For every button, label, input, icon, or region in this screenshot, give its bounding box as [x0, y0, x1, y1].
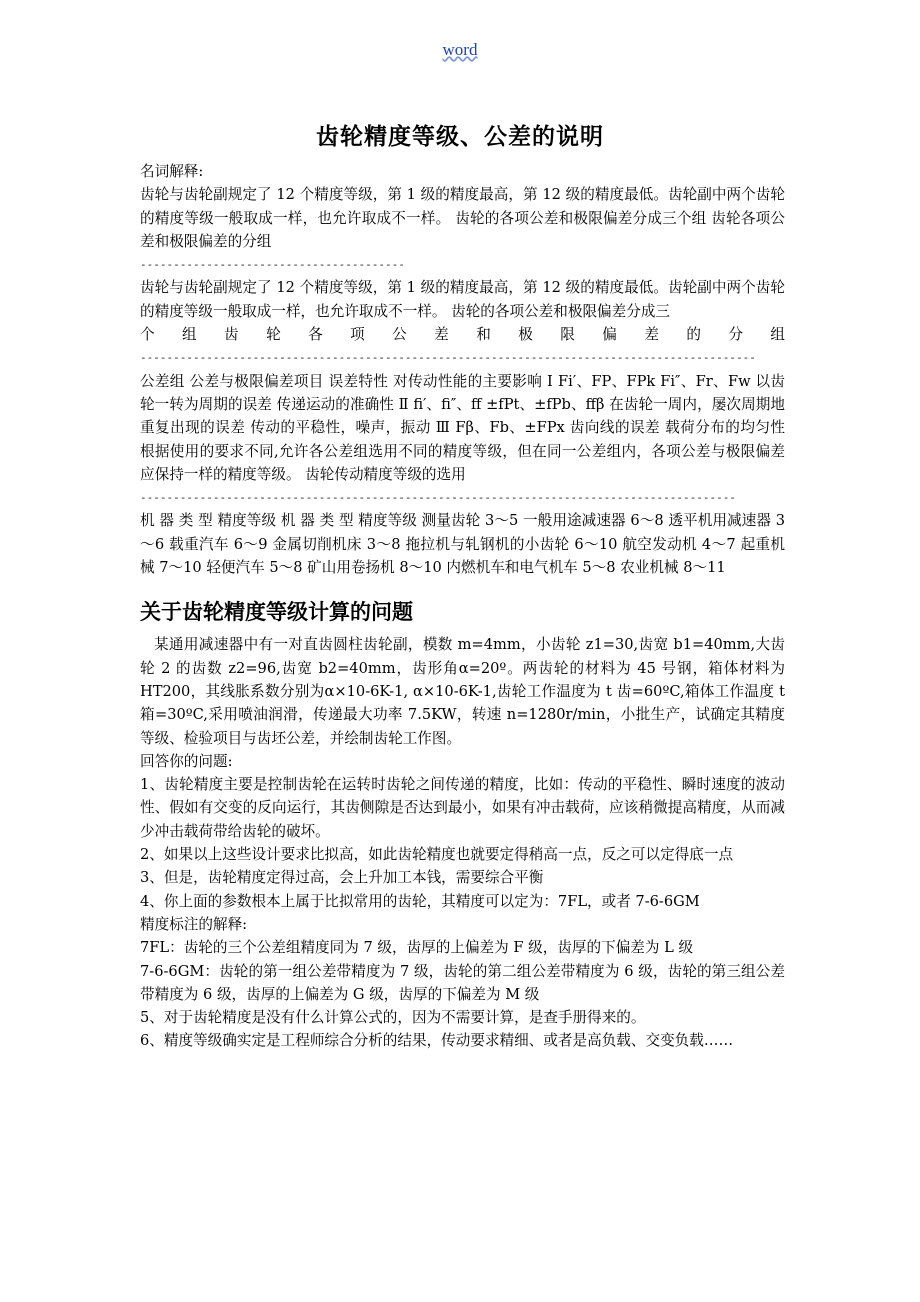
document-title: 齿轮精度等级、公差的说明	[316, 123, 604, 150]
paragraph-tolerance-groups: 公差组 公差与极限偏差项目 误差特性 对传动性能的主要影响 Ⅰ Fi′、FP、FPk Fi″、Fr、Fw 以齿轮一转为周期的误差 传递运动的准确性 Ⅱ fi′、fi″、ff ±fPt、±fPb、ffβ 在齿轮一周内，屡次周期地重复出现的误差 传动的平稳性，噪声，振动 Ⅲ Fβ、Fb、±FPx 齿向线的误差 载荷分布的均匀性 根据使用的要求不同,允许各公差组选用不同的精度等级，但在同一公差组内，各项公差与极限偏差应保持一样的精度等级。 齿轮传动精度等级的选用	[140, 372, 785, 483]
paragraph-precision-grades: 齿轮与齿轮副规定了 12 个精度等级，第 1 级的精度最高，第 12 级的精度最低。齿轮副中两个齿轮的精度等级一般取成一样，也允许取成不一样。 齿轮的各项公差和极限偏差分成三个组 齿轮各项公差和极限偏差的分组	[140, 186, 785, 250]
answer-item: 7FL：齿轮的三个公差组精度同为 7 级，齿厚的上偏差为 F 级，齿厚的下偏差为 L 级	[140, 939, 694, 957]
divider-line: ---------------------------------------------------------------------------------------------	[140, 351, 756, 365]
paragraph-groups-spaced: 个 组 齿 轮 各 项 公 差 和 极 限 偏 差 的 分 组	[140, 326, 785, 344]
answer-item: 6、精度等级确实定是工程师综合分析的结果，传动要求精细、或者是高负载、交变负载……	[140, 1032, 734, 1050]
answer-label: 回答你的问题:	[140, 752, 233, 770]
answer-item: 3、但是，齿轮精度定得过高，会上升加工本钱，需要综合平衡	[140, 869, 544, 887]
paragraph-problem: 某通用减速器中有一对直齿圆柱齿轮副，模数 m=4mm，小齿轮 z1=30,齿宽 b1=40mm,大齿轮 2 的齿数 z2=96,齿宽 b2=40mm，齿形角α=20º。两齿轮的材料为 45 号钢，箱体材料为 HT200，其线胀系数分别为α×10-6K-1, α×10-6K-1,齿轮工作温度为 t 齿=60ºC,箱体工作温度 t 箱=30ºC,采用喷油润滑，传递最大功率 7.5KW，转速 n=1280r/min，小批生产，试确定其精度等级、检验项目与齿坯公差，并绘制齿轮工作图。	[140, 636, 785, 747]
answer-item: 5、对于齿轮精度是没有什么计算公式的，因为不需要计算，是查手册得来的。	[140, 1009, 646, 1027]
answer-item: 7-6-6GM：齿轮的第一组公差带精度为 7 级，齿轮的第二组公差带精度为 6 级，齿轮的第三组公差带精度为 6 级，齿厚的上偏差为 G 级，齿厚的下偏差为 M 级	[140, 962, 785, 1003]
answer-item: 4、你上面的参数根本上属于比拟常用的齿轮，其精度可以定为：7FL，或者 7-6-6GM	[140, 892, 700, 910]
document-body	[140, 160, 785, 1053]
glossary-label: 名词解释:	[140, 163, 204, 180]
section-heading: 关于齿轮精度等级计算的问题	[140, 599, 413, 625]
answer-item: 精度标注的解释:	[140, 915, 248, 933]
divider-line: ------------------------------------------------------------------------------------------	[140, 491, 737, 505]
answer-item: 1、齿轮精度主要是控制齿轮在运转时齿轮之间传递的精度，比如：传动的平稳性、瞬时速度的波动性、假如有交变的反向运行，其齿侧隙是否达到最小，如果有冲击载荷，应该稍微提高精度，从而减少冲击载荷带给齿轮的破坏。	[140, 776, 785, 840]
header-word-link[interactable]: word	[442, 40, 478, 59]
paragraph-machine-types: 机 器 类 型 精度等级 机 器 类 型 精度等级 测量齿轮 3～5 一般用途减速器 6～8 透平机用减速器 3～6 载重汽车 6～9 金属切削机床 3～8 拖拉机与轧钢机的小齿轮 6～10 航空发动机 4～7 起重机械 7～10 轻便汽车 5～8 矿山用卷扬机 8～10 内燃机车和电气机车 5～8 农业机械 8～11	[140, 512, 785, 577]
paragraph-precision-grades-repeat: 齿轮与齿轮副规定了 12 个精度等级，第 1 级的精度最高，第 12 级的精度最低。齿轮副中两个齿轮的精度等级一般取成一样，也允许取成不一样。 齿轮的各项公差和极限偏差分成三	[140, 279, 785, 320]
divider-line: ----------------------------------------	[140, 258, 405, 272]
answer-item: 2、如果以上这些设计要求比拟高，如此齿轮精度也就要定得稍高一点，反之可以定得底一点	[140, 846, 734, 864]
